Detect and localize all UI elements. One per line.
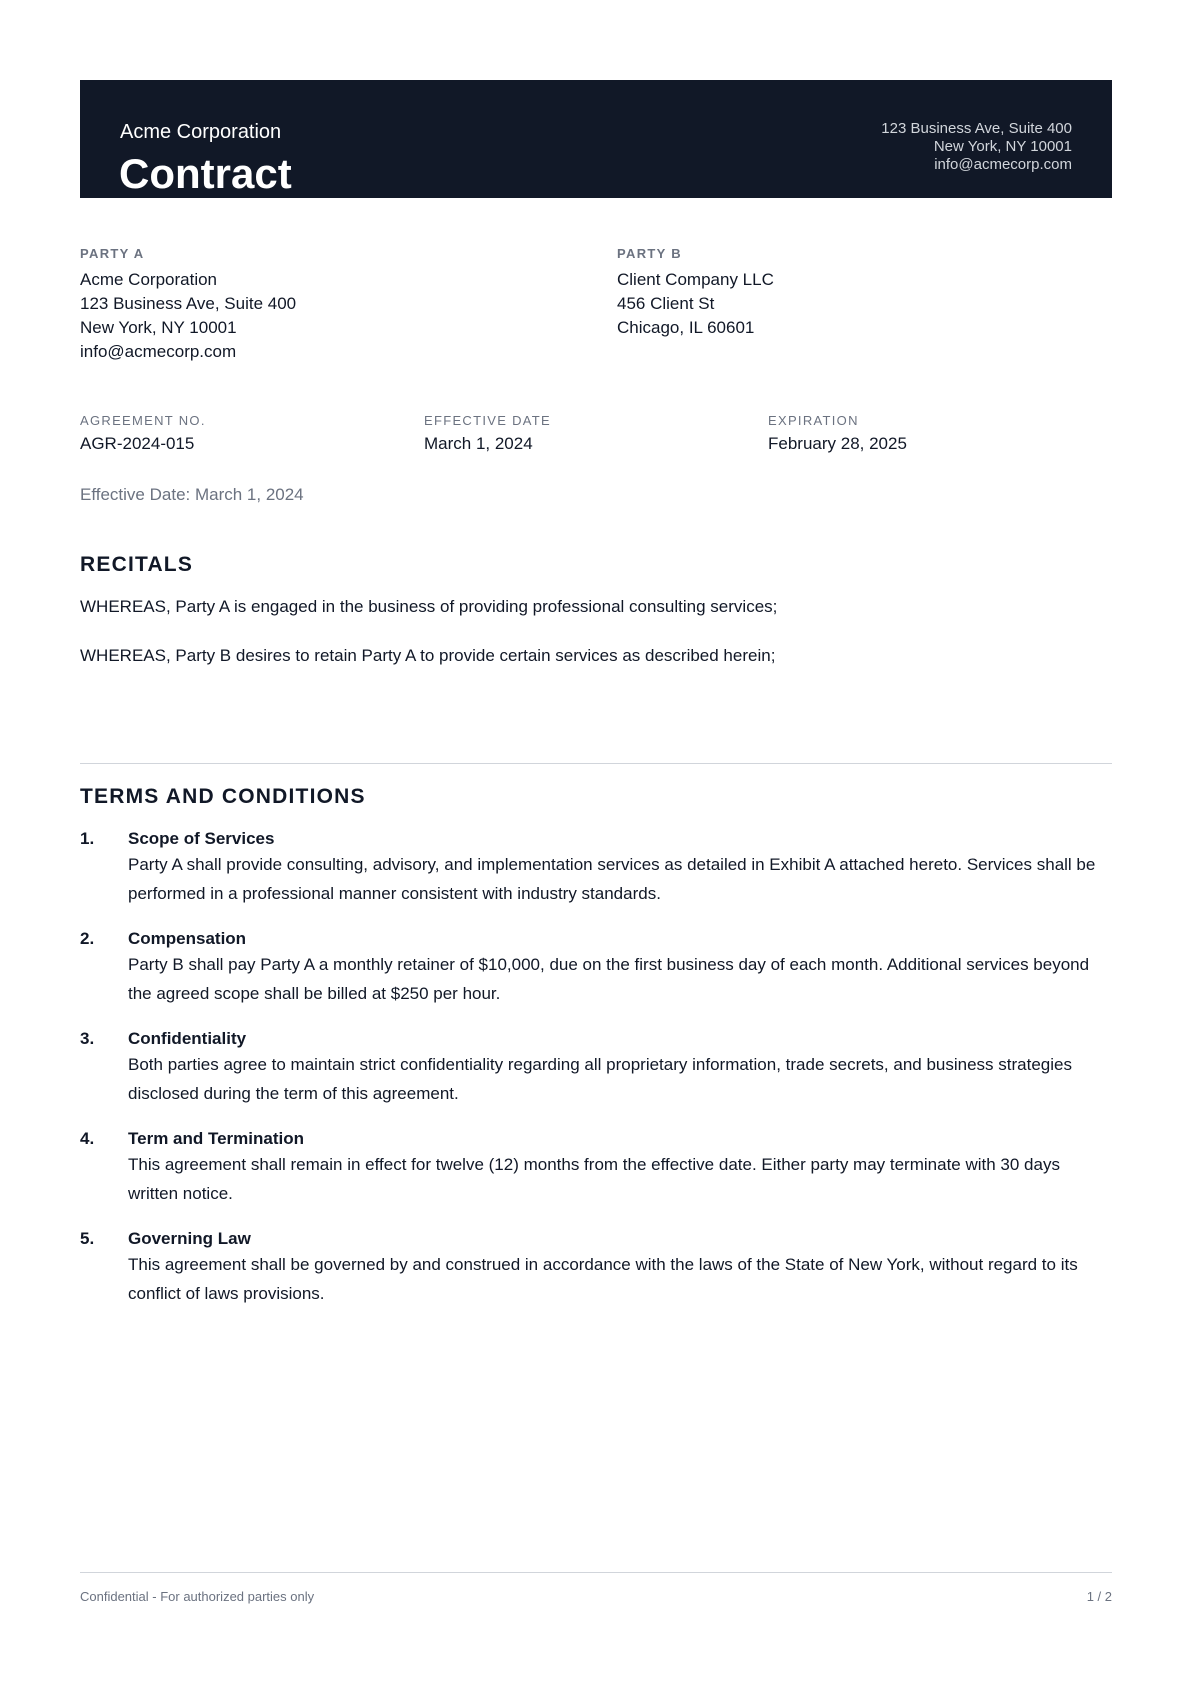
party-b-label: PARTY B: [617, 246, 682, 261]
term-number: 1.: [80, 829, 95, 848]
header-address-line: 123 Business Ave, Suite 400: [881, 120, 1072, 137]
term-number: 3.: [80, 1029, 95, 1048]
recital-item: WHEREAS, Party B desires to retain Party A to provide certain services as described herein;: [80, 646, 776, 665]
effective-date-value: March 1, 2024: [424, 434, 533, 453]
term-item: [80, 1028, 1112, 1108]
document-title: Contract: [119, 150, 292, 197]
party-a-email: info@acmecorp.com: [80, 342, 237, 361]
party-a-city: New York, NY 10001: [80, 318, 237, 337]
term-item: [80, 928, 1112, 1008]
term-number: 2.: [80, 929, 95, 948]
document-header: [80, 80, 1112, 198]
page-number: 1 / 2: [1086, 1589, 1112, 1604]
term-body: This agreement shall remain in effect for twelve (12) months from the effective date. Either party may terminate with 30 days written notice.: [128, 1155, 1060, 1203]
effective-date-note: Effective Date: March 1, 2024: [80, 485, 304, 504]
company-name: Acme Corporation: [120, 121, 282, 143]
term-title: Governing Law: [128, 1229, 251, 1248]
terms-heading: TERMS AND CONDITIONS: [80, 785, 366, 808]
header-contact-block: [881, 120, 1072, 174]
term-body: Both parties agree to maintain strict confidentiality regarding all proprietary information, trade secrets, and business strategies disclosed during the term of this agreement.: [128, 1055, 1072, 1103]
term-body: Party A shall provide consulting, advisory, and implementation services as detailed in Exhibit A attached hereto. Services shall be performed in a professional manner consistent with industry standards.: [128, 855, 1096, 903]
term-title: Term and Termination: [128, 1129, 305, 1148]
confidentiality-notice: Confidential - For authorized parties only: [80, 1589, 315, 1604]
party-b-block: [617, 246, 774, 340]
expiration-label: EXPIRATION: [768, 413, 859, 428]
expiration-field: [768, 413, 907, 455]
header-email: info@acmecorp.com: [934, 156, 1072, 173]
party-b-city: Chicago, IL 60601: [617, 318, 755, 337]
agreement-number-field: [80, 413, 206, 455]
recitals-heading: RECITALS: [80, 553, 194, 576]
terms-list: [80, 828, 1112, 1328]
effective-date-field: [424, 413, 551, 455]
term-body: This agreement shall be governed by and construed in accordance with the laws of the State of New York, without regard to its conflict of laws provisions.: [128, 1255, 1078, 1303]
term-number: 5.: [80, 1229, 95, 1248]
party-b-name: Client Company LLC: [617, 270, 774, 289]
header-city-line: New York, NY 10001: [933, 138, 1072, 155]
section-divider: [80, 763, 1112, 764]
term-title: Scope of Services: [128, 829, 275, 848]
party-a-block: [80, 246, 296, 364]
term-item: [80, 1128, 1112, 1208]
party-a-name: Acme Corporation: [80, 270, 218, 289]
recital-item: WHEREAS, Party A is engaged in the business of providing professional consulting services;: [80, 597, 778, 616]
party-a-street: 123 Business Ave, Suite 400: [80, 294, 297, 313]
term-title: Confidentiality: [128, 1029, 247, 1048]
agreement-number-label: AGREEMENT NO.: [80, 413, 206, 428]
footer-divider: [80, 1572, 1112, 1573]
expiration-value: February 28, 2025: [768, 434, 907, 453]
party-b-street: 456 Client St: [617, 294, 715, 313]
agreement-number-value: AGR-2024-015: [80, 434, 195, 453]
effective-date-label: EFFECTIVE DATE: [424, 413, 552, 428]
term-title: Compensation: [128, 929, 247, 948]
term-body: Party B shall pay Party A a monthly retainer of $10,000, due on the first business day of each month. Additional services beyond the agreed scope shall be billed at $250 per hour.: [128, 955, 1090, 1003]
term-item: [80, 1228, 1112, 1308]
term-item: [80, 828, 1112, 908]
party-a-label: PARTY A: [80, 246, 145, 261]
term-number: 4.: [80, 1129, 95, 1148]
